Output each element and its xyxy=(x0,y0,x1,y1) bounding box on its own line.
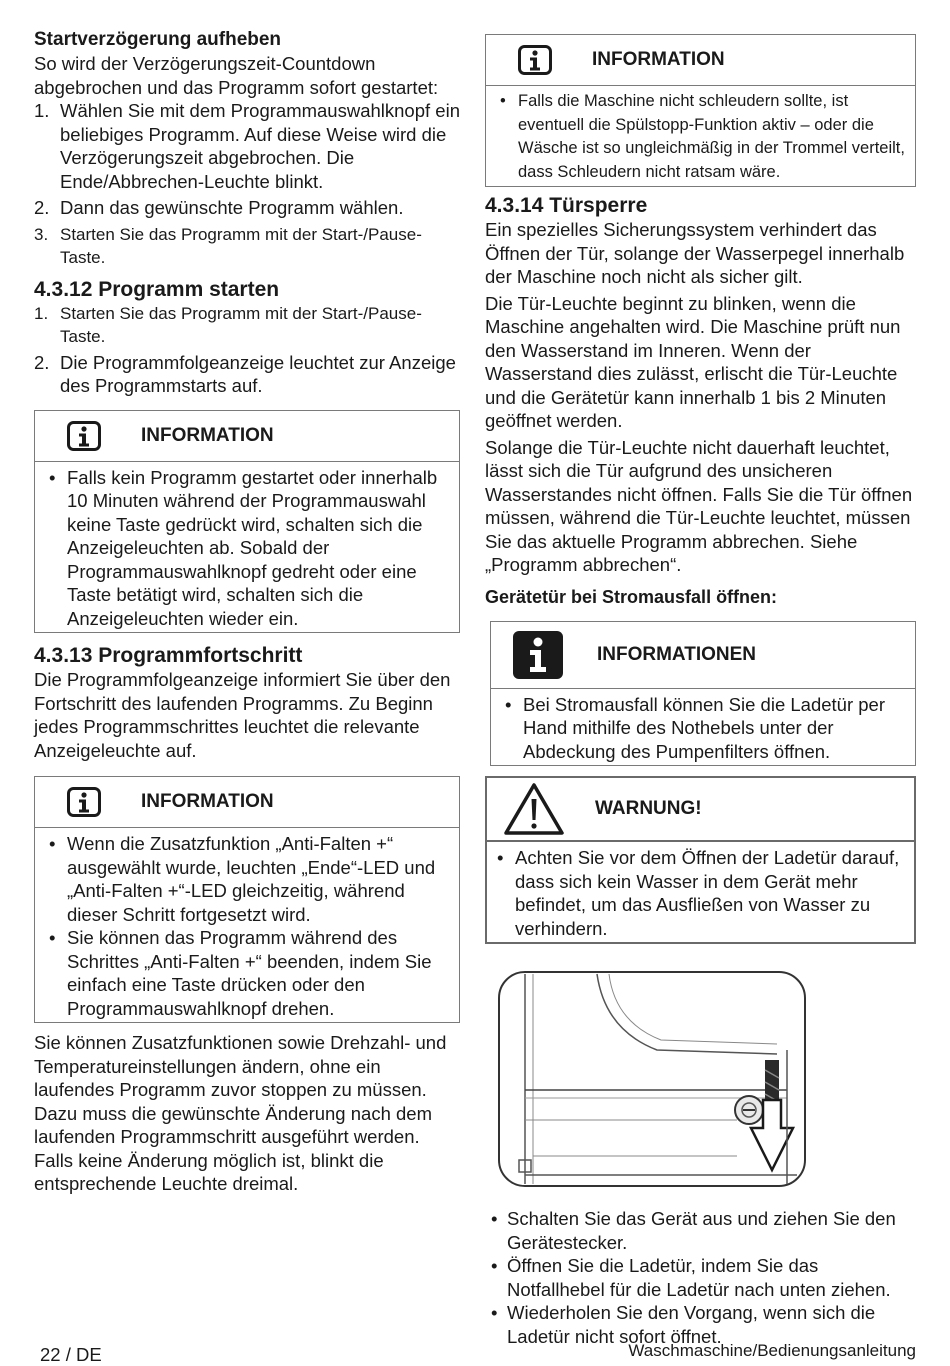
section-4314-p2: Die Tür-Leuchte beginnt zu blinken, wenn die Maschine angehalten wird. Die Maschine prüft nun den Wasserstand im Inneren. Wenn der Wasserstand dies zulässt, erlischt die Tür-Leuchte und die Gerätetür kann innerhalb 1 bis 2 Minuten geöffnet werden. xyxy=(485,292,901,431)
warning-triangle-icon xyxy=(503,782,565,836)
info-box-list xyxy=(491,689,915,766)
warning-box-title: WARNUNG! xyxy=(595,798,702,819)
section-4313-heading: 4.3.13 Programmfortschritt xyxy=(34,644,303,667)
list-item: • Achten Sie vor dem Öffnen der Ladetür darauf, dass sich kein Wasser in dem Gerät mehr befindet, um das Ausfließen von Wasser zu verhindern. xyxy=(497,846,908,940)
door-lever-illustration xyxy=(497,970,807,1188)
list-item: • Öffnen Sie die Ladetür, indem Sie das Notfallhebel für die Ladetür nach unten ziehen. xyxy=(491,1254,916,1301)
info-box-4313 xyxy=(34,776,460,1023)
right-column xyxy=(485,34,916,1348)
warning-box-header xyxy=(487,778,914,842)
list-item: • Falls kein Programm gestartet oder innerhalb 10 Minuten während der Programmauswahl keine Taste gedrückt wird, schalten sich die Anzeigeleuchten ab. Sobald der Programmauswahlknopf gedreht oder eine Taste betätigt wird, schalten sich die Anzeigeleuchten wieder ein. xyxy=(49,466,453,631)
list-item: • Wiederholen Sie den Vorgang, wenn sich die Ladetür nicht sofort öffnet. xyxy=(491,1301,916,1348)
info-box-4312 xyxy=(34,410,460,634)
list-item: • Bei Stromausfall können Sie die Ladetür per Hand mithilfe des Nothebels unter der Abdeckung des Pumpenfilters öffnen. xyxy=(505,693,909,764)
step-number: 1. xyxy=(34,100,50,121)
info-box-title: INFORMATIONEN xyxy=(597,643,757,665)
warning-box xyxy=(485,776,916,944)
info-box-power xyxy=(490,621,916,767)
step-text: Starten Sie das Programm mit der Start-/Pause-Taste. xyxy=(60,224,422,267)
document-title: Waschmaschine/Bedienungsanleitung xyxy=(628,1341,916,1360)
page-number: 22 / DE xyxy=(40,1344,102,1365)
info-box-title: INFORMATION xyxy=(141,791,274,812)
list-item xyxy=(34,99,460,193)
step-number: 2. xyxy=(34,197,50,218)
info-icon xyxy=(513,631,563,679)
section-4314-p3: Solange die Tür-Leuchte nicht dauerhaft leuchtet, lässt sich die Tür aufgrund des unsicheren Wasserstandes nicht öffnen. Falls Sie die Tür öffnen müssen, während die Tür-Leuchte leuchtet, müssen Sie das aktuelle Programm abbrechen. Siehe „Programm abbrechen“. xyxy=(485,436,913,575)
info-icon xyxy=(518,45,552,75)
info-icon xyxy=(67,787,101,817)
section-4312-heading: 4.3.12 Programm starten xyxy=(34,277,280,301)
info-box-header xyxy=(35,411,459,462)
delay-cancel-heading: Startverzögerung aufheben xyxy=(34,29,282,50)
list-item: • Wenn die Zusatzfunktion „Anti-Falten +“ ausgewählt wurde, leuchten „Ende“-LED und „Anti-Falten +“-LED gleichzeitig, während dieser Schritt fortgesetzt wird. xyxy=(49,832,453,926)
info-icon xyxy=(67,421,101,451)
power-fail-heading: Gerätetür bei Stromausfall öffnen: xyxy=(485,586,778,607)
step-number: 1. xyxy=(34,303,49,323)
step-text: Die Programmfolgeanzeige leuchtet zur Anzeige des Programmstarts auf. xyxy=(60,351,456,396)
list-item: • Sie können das Programm während des Schrittes „Anti-Falten +“ beenden, indem Sie einfach eine Taste drücken oder den Programmauswahlknopf drehen. xyxy=(49,926,453,1020)
list-item xyxy=(34,302,460,348)
section-4314-heading: 4.3.14 Türsperre xyxy=(485,194,648,217)
info-box-list xyxy=(35,828,459,1022)
step-text: Dann das gewünschte Programm wählen. xyxy=(60,197,404,218)
section-4312-steps xyxy=(34,302,460,398)
info-box-list xyxy=(486,86,915,186)
list-item: • Schalten Sie das Gerät aus und ziehen Sie den Gerätestecker. xyxy=(491,1207,916,1254)
section-4313-body: Die Programmfolgeanzeige informiert Sie über den Fortschritt des laufenden Programms. Zu Beginn jedes Programmschrittes leuchtet die relevante Anzeigeleuchte auf. xyxy=(34,669,451,761)
list-item xyxy=(34,223,460,269)
warning-box-list xyxy=(487,842,914,942)
left-column xyxy=(34,28,460,1196)
info-box-header xyxy=(491,622,915,689)
info-box-list xyxy=(35,462,459,633)
section-4313-after: Sie können Zusatzfunktionen sowie Drehzahl- und Temperatureinstellungen ändern, ohne ein laufendes Programm zuvor stoppen zu müssen. Dazu muss die gewünschte Änderung nach dem laufenden Programmschritt ausgeführt werden. Falls keine Änderung möglich ist, blinkt die entsprechende Leuchte dreimal. xyxy=(34,1032,447,1194)
delay-cancel-intro: So wird der Verzögerungszeit-Countdown abgebrochen und das Programm sofort gestartet: xyxy=(34,53,439,98)
info-box-title: INFORMATION xyxy=(141,424,274,446)
info-box-header xyxy=(35,777,459,828)
list-item: • Falls die Maschine nicht schleudern sollte, ist eventuell die Spülstopp-Funktion aktiv – oder die Wäsche ist so ungleichmäßig in der Trommel verteilt, dass Schleudern nicht ratsam wäre. xyxy=(500,90,909,184)
power-fail-steps xyxy=(485,1207,916,1348)
info-box-header xyxy=(486,35,915,86)
step-text: Wählen Sie mit dem Programmauswahlknopf ein beliebiges Programm. Auf diese Weise wird die Verzögerungszeit abgebrochen. Die Ende/Abbrechen-Leuchte blinkt. xyxy=(60,100,460,192)
delay-cancel-steps xyxy=(34,99,460,269)
step-number: 2. xyxy=(34,351,50,373)
list-item xyxy=(34,196,460,220)
list-item xyxy=(34,351,460,398)
info-box-title: INFORMATION xyxy=(592,49,725,70)
info-box-spin xyxy=(485,34,916,187)
section-4314-p1: Ein spezielles Sicherungssystem verhindert das Öffnen der Tür, solange der Wasserpegel innerhalb der Maschine noch nicht als sicher gilt. xyxy=(485,219,905,287)
step-text: Starten Sie das Programm mit der Start-/Pause-Taste. xyxy=(60,303,422,346)
step-number: 3. xyxy=(34,224,49,244)
